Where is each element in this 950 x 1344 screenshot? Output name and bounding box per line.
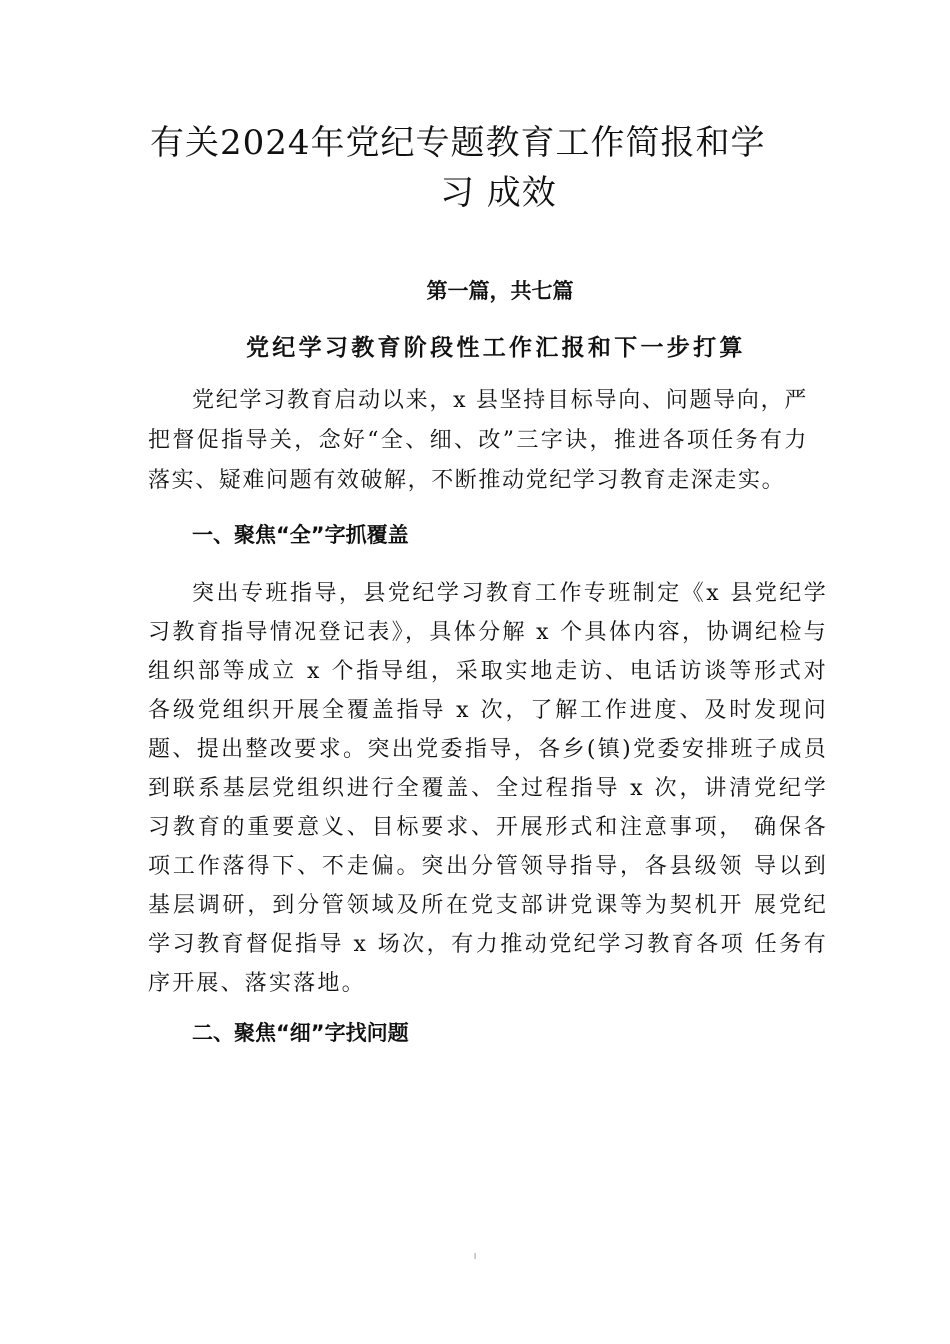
heading-quan-coverage: 一、聚焦“全”字抓覆盖 <box>192 523 409 547</box>
section-title: 党纪学习教育阶段性工作汇报和下一步打算 <box>246 334 746 361</box>
document-title <box>150 118 790 218</box>
heading-xi-problems: 二、聚焦“细”字找问题 <box>192 1021 409 1045</box>
document-title-line-2: 习 成效 <box>440 173 557 213</box>
document-title-line-1: 有关2024年党纪专题教育工作简报和学 <box>150 123 766 163</box>
part-label: 第一篇，共七篇 <box>426 279 574 303</box>
paragraph-guidance: 突出专班指导，县党纪学习教育工作专班制定《x 县党纪学习教育指导情况登记表》，具体分解 x 个具体内容，协调纪检与组织部等成立 x 个指导组，采取实地走访、电话访谈等形式对各级党组织开展全覆盖指导 x 次，了解工作进度、及时发现问题、提出整改要求。突出党委指导，各乡(镇)党委安排班子成员到联系基层党组织进行全覆盖、全过程指导 x 次，讲清党纪学习教育的重要意义、目标要求、开展形式和注意事项， 确保各项工作落得下、不走偏。突出分管领导指导，各县级领 导以到基层调研，到分管领域及所在党支部讲党课等为契机开 展党纪学习教育督促指导 x 场次，有力推动党纪学习教育各项 任务有序开展、落实落地。 <box>148 581 828 996</box>
intro-paragraph: 党纪学习教育启动以来，x 县坚持目标导向、问题导向，严把督促指导关，念好“全、细、改”三字诀，推进各项任务有力落实、疑难问题有效破解，不断推动党纪学习教育走深走实。 <box>148 388 808 493</box>
page-number: I <box>473 1252 477 1261</box>
